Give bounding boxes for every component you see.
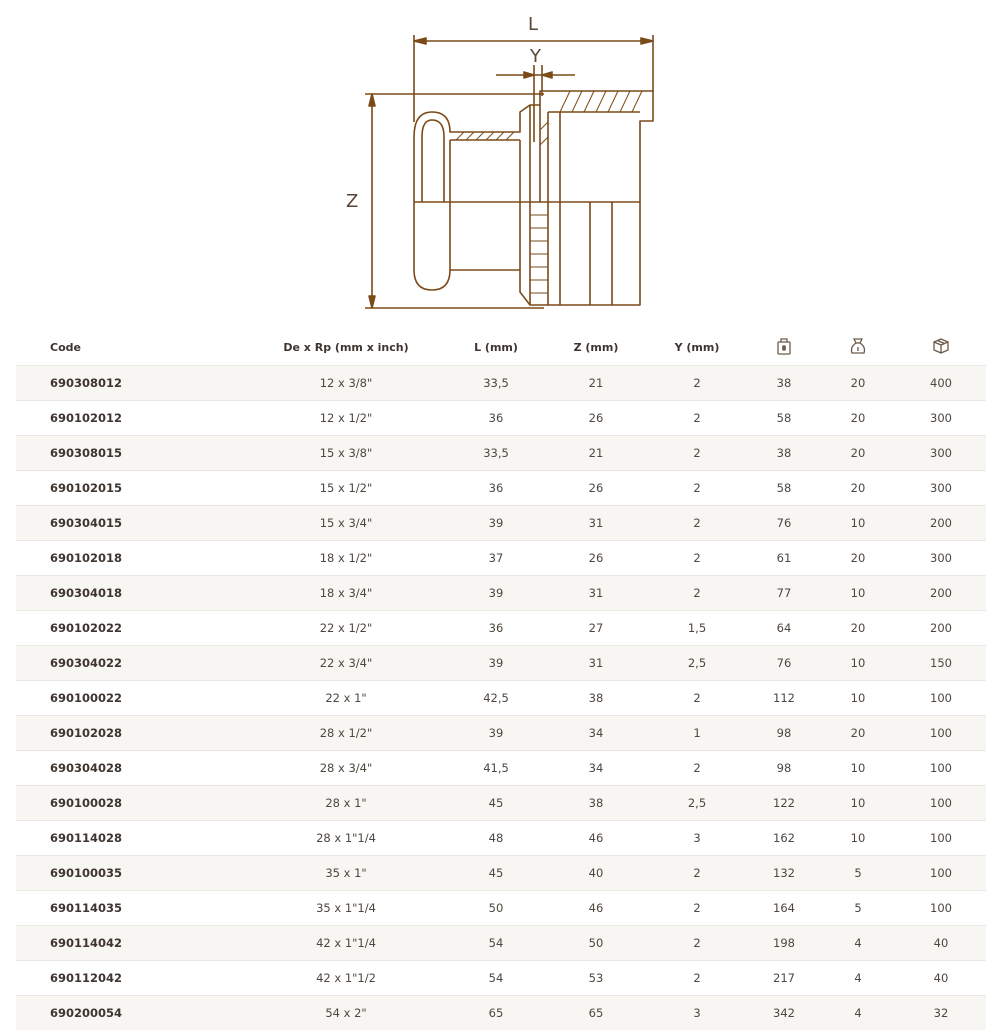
- cell-l: 39: [446, 646, 546, 681]
- cell-box-qty: 40: [896, 961, 986, 996]
- cell-y: 2: [646, 436, 748, 471]
- cell-dimension: 28 x 1/2": [246, 716, 446, 751]
- cell-z: 38: [546, 681, 646, 716]
- header-dimension: De x Rp (mm x inch): [246, 330, 446, 366]
- table-body: [16, 366, 986, 1030]
- cell-y: 2: [646, 471, 748, 506]
- cell-weight: 38: [748, 436, 820, 471]
- product-table: [16, 330, 986, 1030]
- cell-bag-qty: 10: [820, 576, 896, 611]
- cell-bag-qty: 20: [820, 716, 896, 751]
- table-row: [16, 366, 986, 401]
- cell-z: 65: [546, 996, 646, 1030]
- cell-dimension: 42 x 1"1/2: [246, 961, 446, 996]
- cell-z: 26: [546, 401, 646, 436]
- cell-code: 690304022: [16, 646, 246, 681]
- cell-code: 690100022: [16, 681, 246, 716]
- cell-weight: 64: [748, 611, 820, 646]
- cell-code: 690304015: [16, 506, 246, 541]
- cell-y: 3: [646, 821, 748, 856]
- cell-l: 39: [446, 576, 546, 611]
- cell-dimension: 12 x 3/8": [246, 366, 446, 401]
- cell-l: 45: [446, 786, 546, 821]
- cell-bag-qty: 20: [820, 436, 896, 471]
- cell-weight: 198: [748, 926, 820, 961]
- cell-code: 690304028: [16, 751, 246, 786]
- cell-dimension: 28 x 1"1/4: [246, 821, 446, 856]
- cell-bag-qty: 5: [820, 856, 896, 891]
- table-row: [16, 856, 986, 891]
- table-row: [16, 961, 986, 996]
- table-row: [16, 891, 986, 926]
- cell-bag-qty: 20: [820, 611, 896, 646]
- cell-dimension: 35 x 1": [246, 856, 446, 891]
- header-bag: [820, 330, 896, 366]
- cell-bag-qty: 20: [820, 541, 896, 576]
- cell-code: 690308015: [16, 436, 246, 471]
- cell-weight: 76: [748, 506, 820, 541]
- cell-z: 21: [546, 366, 646, 401]
- cell-l: 39: [446, 716, 546, 751]
- cell-dimension: 12 x 1/2": [246, 401, 446, 436]
- box-icon: [932, 337, 950, 355]
- cell-code: 690112042: [16, 961, 246, 996]
- cell-y: 2: [646, 401, 748, 436]
- cell-bag-qty: 20: [820, 401, 896, 436]
- table-row: [16, 681, 986, 716]
- table-row: [16, 506, 986, 541]
- table-row: [16, 751, 986, 786]
- cell-y: 1: [646, 716, 748, 751]
- table-row: [16, 541, 986, 576]
- cell-code: 690102012: [16, 401, 246, 436]
- cell-z: 46: [546, 891, 646, 926]
- cell-box-qty: 100: [896, 891, 986, 926]
- cell-dimension: 18 x 1/2": [246, 541, 446, 576]
- label-l: L: [528, 14, 538, 35]
- cell-l: 42,5: [446, 681, 546, 716]
- cell-y: 2: [646, 576, 748, 611]
- cell-code: 690304018: [16, 576, 246, 611]
- product-table-container: [16, 330, 986, 1030]
- label-z: Z: [346, 191, 358, 212]
- cell-dimension: 54 x 2": [246, 996, 446, 1030]
- cell-bag-qty: 10: [820, 786, 896, 821]
- table-row: [16, 716, 986, 751]
- cell-bag-qty: 5: [820, 891, 896, 926]
- cell-code: 690114028: [16, 821, 246, 856]
- cell-code: 690102022: [16, 611, 246, 646]
- cell-code: 690100028: [16, 786, 246, 821]
- cell-bag-qty: 10: [820, 681, 896, 716]
- cell-weight: 77: [748, 576, 820, 611]
- weight-icon: [776, 337, 792, 355]
- cell-z: 31: [546, 646, 646, 681]
- cell-l: 41,5: [446, 751, 546, 786]
- cell-weight: 61: [748, 541, 820, 576]
- cell-l: 54: [446, 961, 546, 996]
- cell-box-qty: 300: [896, 541, 986, 576]
- cell-y: 2: [646, 751, 748, 786]
- cell-box-qty: 400: [896, 366, 986, 401]
- fitting-diagram: [0, 0, 1000, 330]
- bag-icon: [849, 337, 867, 355]
- table-row: [16, 436, 986, 471]
- cell-l: 33,5: [446, 366, 546, 401]
- table-row: [16, 821, 986, 856]
- cell-z: 38: [546, 786, 646, 821]
- cell-y: 2,5: [646, 646, 748, 681]
- cell-box-qty: 32: [896, 996, 986, 1030]
- cell-box-qty: 200: [896, 506, 986, 541]
- cell-y: 3: [646, 996, 748, 1030]
- cell-weight: 162: [748, 821, 820, 856]
- cell-dimension: 22 x 3/4": [246, 646, 446, 681]
- cell-code: 690102028: [16, 716, 246, 751]
- cell-l: 54: [446, 926, 546, 961]
- cell-l: 65: [446, 996, 546, 1030]
- cell-weight: 98: [748, 751, 820, 786]
- cell-z: 34: [546, 716, 646, 751]
- cell-box-qty: 100: [896, 716, 986, 751]
- cell-weight: 122: [748, 786, 820, 821]
- cell-z: 27: [546, 611, 646, 646]
- cell-l: 36: [446, 471, 546, 506]
- cell-dimension: 15 x 1/2": [246, 471, 446, 506]
- cell-code: 690308012: [16, 366, 246, 401]
- cell-box-qty: 100: [896, 821, 986, 856]
- cell-weight: 58: [748, 471, 820, 506]
- table-row: [16, 646, 986, 681]
- cell-y: 2: [646, 366, 748, 401]
- cell-dimension: 15 x 3/8": [246, 436, 446, 471]
- header-box: [896, 330, 986, 366]
- cell-code: 690200054: [16, 996, 246, 1030]
- cell-box-qty: 300: [896, 401, 986, 436]
- cell-z: 50: [546, 926, 646, 961]
- cell-code: 690114035: [16, 891, 246, 926]
- cell-dimension: 15 x 3/4": [246, 506, 446, 541]
- table-row: [16, 996, 986, 1030]
- cell-box-qty: 100: [896, 751, 986, 786]
- cell-z: 26: [546, 541, 646, 576]
- cell-bag-qty: 10: [820, 821, 896, 856]
- header-z: Z (mm): [546, 330, 646, 366]
- cell-dimension: 22 x 1/2": [246, 611, 446, 646]
- cell-l: 39: [446, 506, 546, 541]
- table-row: [16, 576, 986, 611]
- cell-bag-qty: 10: [820, 751, 896, 786]
- cell-box-qty: 100: [896, 856, 986, 891]
- cell-bag-qty: 4: [820, 961, 896, 996]
- cell-bag-qty: 10: [820, 646, 896, 681]
- cell-box-qty: 300: [896, 471, 986, 506]
- table-row: [16, 611, 986, 646]
- cell-z: 31: [546, 576, 646, 611]
- cell-weight: 38: [748, 366, 820, 401]
- cell-dimension: 42 x 1"1/4: [246, 926, 446, 961]
- cell-bag-qty: 10: [820, 506, 896, 541]
- cell-z: 31: [546, 506, 646, 541]
- cell-box-qty: 200: [896, 576, 986, 611]
- cell-l: 50: [446, 891, 546, 926]
- cell-y: 2: [646, 926, 748, 961]
- cell-z: 40: [546, 856, 646, 891]
- cell-y: 2: [646, 541, 748, 576]
- cell-weight: 217: [748, 961, 820, 996]
- cell-box-qty: 200: [896, 611, 986, 646]
- table-row: [16, 786, 986, 821]
- cell-weight: 58: [748, 401, 820, 436]
- header-y: Y (mm): [646, 330, 748, 366]
- cell-z: 46: [546, 821, 646, 856]
- cell-l: 48: [446, 821, 546, 856]
- cell-weight: 132: [748, 856, 820, 891]
- header-code: Code: [16, 330, 246, 366]
- cell-l: 33,5: [446, 436, 546, 471]
- header-weight: [748, 330, 820, 366]
- cell-y: 2: [646, 891, 748, 926]
- cell-box-qty: 100: [896, 681, 986, 716]
- cell-z: 53: [546, 961, 646, 996]
- cell-z: 21: [546, 436, 646, 471]
- cell-bag-qty: 4: [820, 996, 896, 1030]
- table-row: [16, 471, 986, 506]
- cell-weight: 342: [748, 996, 820, 1030]
- cell-code: 690102015: [16, 471, 246, 506]
- cell-dimension: 28 x 3/4": [246, 751, 446, 786]
- cell-y: 2: [646, 681, 748, 716]
- cell-code: 690114042: [16, 926, 246, 961]
- cell-z: 26: [546, 471, 646, 506]
- cell-z: 34: [546, 751, 646, 786]
- table-row: [16, 401, 986, 436]
- cell-y: 2,5: [646, 786, 748, 821]
- cell-weight: 76: [748, 646, 820, 681]
- label-y: Y: [529, 46, 542, 67]
- cell-bag-qty: 20: [820, 471, 896, 506]
- table-header-row: [16, 330, 986, 366]
- cell-l: 45: [446, 856, 546, 891]
- cell-box-qty: 100: [896, 786, 986, 821]
- cell-bag-qty: 4: [820, 926, 896, 961]
- cell-box-qty: 300: [896, 436, 986, 471]
- header-l: L (mm): [446, 330, 546, 366]
- cell-code: 690102018: [16, 541, 246, 576]
- cell-y: 2: [646, 506, 748, 541]
- cell-box-qty: 150: [896, 646, 986, 681]
- cell-weight: 164: [748, 891, 820, 926]
- cell-dimension: 22 x 1": [246, 681, 446, 716]
- cell-l: 37: [446, 541, 546, 576]
- cell-dimension: 18 x 3/4": [246, 576, 446, 611]
- table-row: [16, 926, 986, 961]
- cell-y: 2: [646, 961, 748, 996]
- cell-dimension: 28 x 1": [246, 786, 446, 821]
- cell-weight: 112: [748, 681, 820, 716]
- cell-dimension: 35 x 1"1/4: [246, 891, 446, 926]
- cell-y: 1,5: [646, 611, 748, 646]
- cell-bag-qty: 20: [820, 366, 896, 401]
- cell-code: 690100035: [16, 856, 246, 891]
- cell-l: 36: [446, 611, 546, 646]
- cell-l: 36: [446, 401, 546, 436]
- cell-box-qty: 40: [896, 926, 986, 961]
- cell-y: 2: [646, 856, 748, 891]
- cell-weight: 98: [748, 716, 820, 751]
